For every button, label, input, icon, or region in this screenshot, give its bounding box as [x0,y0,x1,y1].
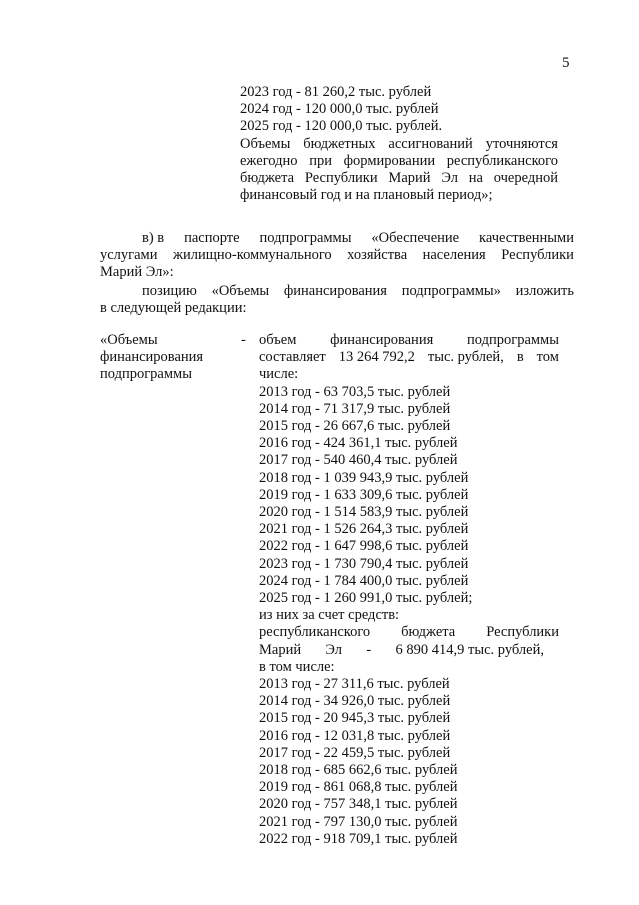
word: Республики [304,170,378,187]
note-line [240,136,558,153]
word: очередной [493,170,558,187]
paragraph-line [100,230,574,247]
year-total-line: 2018 год - 1 039 943,9 тыс. рублей [259,469,469,486]
year-total-line: 2025 год - 1 260 991,0 тыс. рублей; [259,590,473,607]
year-rb-line: 2022 год - 918 709,1 тыс. рублей [259,830,458,847]
word: 6 890 414,9 тыс. рублей, [395,641,544,658]
word: Объемы [240,135,291,152]
table-dash: - [241,332,246,348]
right-head-line: числе: [259,366,299,383]
word: республиканского [446,152,558,169]
year-rb-line: 2021 год - 797 130,0 тыс. рублей [259,813,458,830]
word: Эл [441,170,458,187]
word: хозяйства [347,247,408,264]
word: объем [259,332,297,348]
word: «Обеспечение [371,230,460,246]
word: республиканского [259,624,371,641]
word: финансирования [330,332,434,348]
word: позицию [142,283,197,299]
word: подпрограммы [467,332,559,348]
republic-budget-line [259,642,544,659]
word: Эл [325,641,343,658]
word: в [516,349,524,366]
year-rb-line: 2014 год - 34 926,0 тыс. рублей [259,693,451,710]
note-line [240,153,558,170]
year-line: 2025 год - 120 000,0 тыс. рублей. [240,118,443,135]
year-rb-line: 2017 год - 22 459,5 тыс. рублей [259,744,451,761]
word: подпрограммы [259,230,352,246]
paragraph-line: Марий Эл»: [100,264,174,281]
table-left-column [100,332,250,384]
word: паспорте [184,230,240,246]
year-total-line: 2017 год - 540 460,4 тыс. рублей [259,452,458,469]
word: 13 264 792,2 [338,349,415,366]
sources-label: из них за счет средств: [259,607,400,624]
word: Марий [259,641,302,658]
word: на [468,170,483,187]
word: изложить [515,283,574,299]
year-total-line: 2013 год - 63 703,5 тыс. рублей [259,383,451,400]
word: «Объемы [211,283,270,299]
word: ассигнований [388,135,473,152]
paragraph-v [100,230,574,282]
right-head-line [259,332,559,349]
word: Республики [486,624,559,641]
word: бюджета [240,170,295,187]
year-rb-line: 2015 год - 20 945,3 тыс. рублей [259,710,451,727]
left-label-line: финансирования [100,349,204,366]
word: при [309,152,332,169]
right-head-line [259,349,559,366]
word: в) в [142,230,165,246]
year-total-line: 2020 год - 1 514 583,9 тыс. рублей [259,504,469,521]
word: тыс. рублей, [427,349,504,366]
year-rb-line: 2013 год - 27 311,6 тыс. рублей [259,676,450,693]
note-last-line: финансовый год и на плановый период»; [240,187,493,204]
year-total-line: 2016 год - 424 361,1 тыс. рублей [259,435,458,452]
republic-budget-line [259,624,559,641]
year-line: 2024 год - 120 000,0 тыс. рублей [240,101,439,118]
paragraph-line [100,247,574,264]
paragraph-line [100,283,574,300]
word: том [536,349,559,366]
year-total-line: 2022 год - 1 647 998,6 тыс. рублей [259,538,469,555]
note-line [240,170,558,187]
year-total-line: 2021 год - 1 526 264,3 тыс. рублей [259,521,469,538]
year-line: 2023 год - 81 260,2 тыс. рублей [240,84,432,100]
word: бюджета [401,624,456,641]
word: финансирования [283,283,387,299]
year-total-line: 2019 год - 1 633 309,6 тыс. рублей [259,486,469,503]
word: Республики [501,247,574,264]
word: составляет [259,349,326,366]
left-label-line: подпрограммы [100,366,192,383]
word: - [366,641,372,658]
word: формировании [343,152,436,169]
top-funding-block [240,84,558,204]
word: жилищно-коммунального [172,247,332,264]
year-total-line: 2023 год - 1 730 790,4 тыс. рублей [259,555,469,572]
word: населения [422,247,486,264]
word: подпрограммы» [401,283,501,299]
paragraph-line: в следующей редакции: [100,300,247,317]
year-rb-line: 2020 год - 757 348,1 тыс. рублей [259,796,458,813]
year-total-line: 2014 год - 71 317,9 тыс. рублей [259,400,451,417]
table-right-column [259,332,559,848]
word: ежегодно [240,152,298,169]
word: услугами [100,247,158,264]
left-label-line: «Объемы [100,332,158,348]
year-rb-line: 2016 год - 12 031,8 тыс. рублей [259,727,451,744]
word: Марий [388,170,431,187]
word: бюджетных [303,135,376,152]
paragraph-position [100,283,574,317]
page-number: 5 [562,55,570,71]
word: уточняются [485,135,558,152]
year-total-line: 2015 год - 26 667,6 тыс. рублей [259,418,451,435]
year-rb-line: 2018 год - 685 662,6 тыс. рублей [259,762,458,779]
year-total-line: 2024 год - 1 784 400,0 тыс. рублей [259,572,469,589]
year-rb-line: 2019 год - 861 068,8 тыс. рублей [259,779,458,796]
republic-budget-line: в том числе: [259,658,335,675]
word: качественными [479,230,574,246]
